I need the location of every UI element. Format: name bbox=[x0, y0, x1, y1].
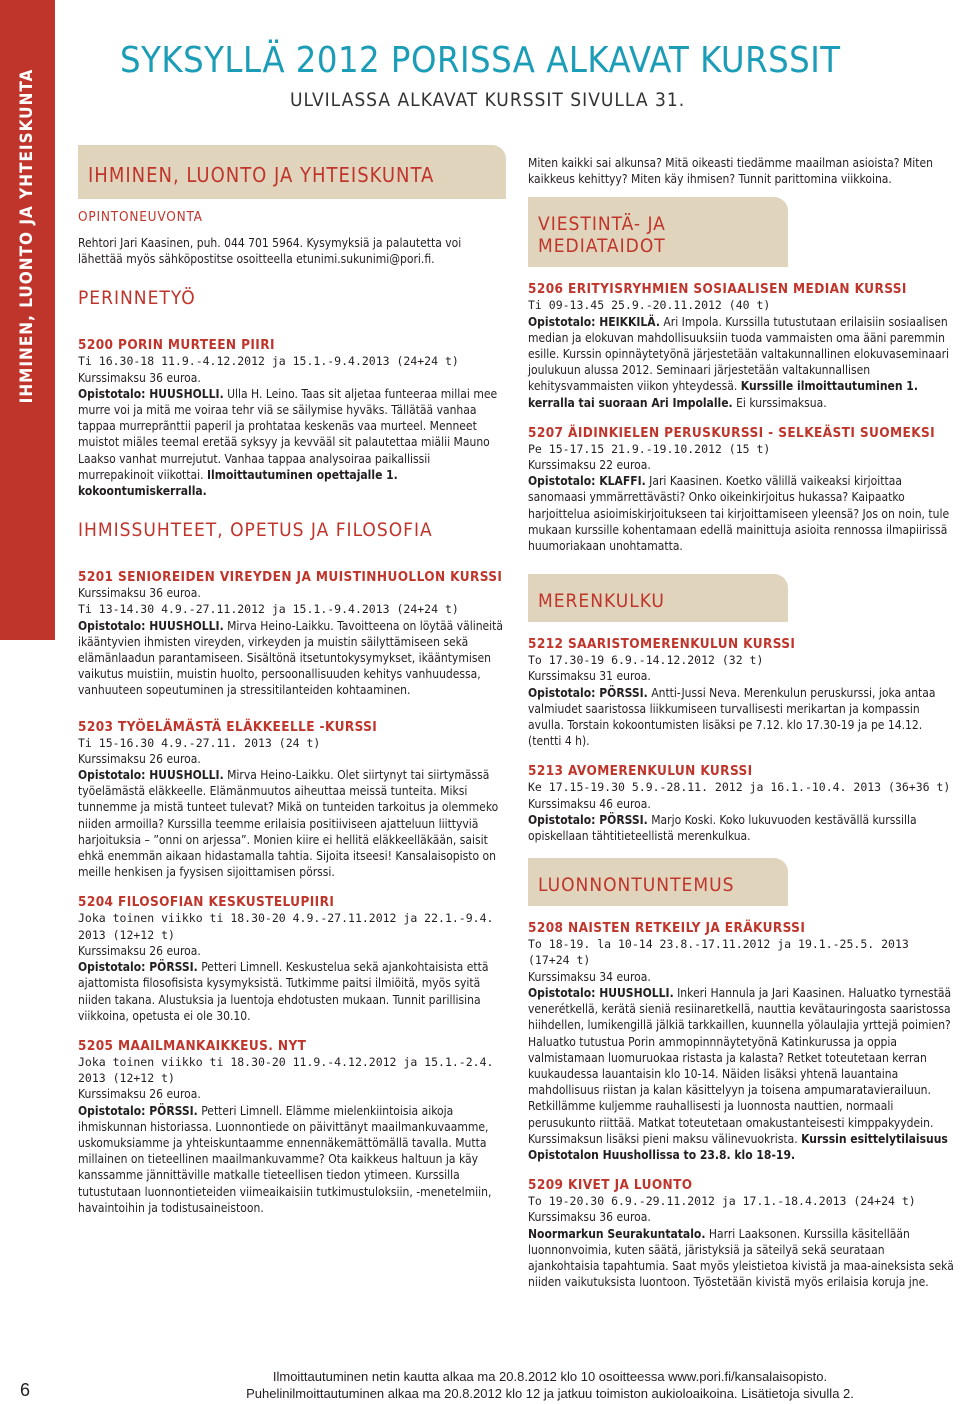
course-5206 bbox=[528, 281, 956, 410]
course-body: Petteri Limnell. Elämme mielenkiintoisia aikoja ihmiskunnan historiassa. Luonnontiede on päivittänyt maailmankuvaamme, uskomuksiamme ja yhteiskuntaamme ennennäkemättömällä tavalla. Mutta millainen on tieteellinen maailmankuvamme? Ota kaikkeus haltuun ja käy kanssamme jännittäville matkalle tieteellisen tiedon ytimeen. Kurssilla tutustutaan luonnontieteiden viimeaikaisiin tutkimustuloksiin, -menetelmiin, havaintoihin ja todistusaineistoon. bbox=[78, 1103, 492, 1215]
course-fee: Kurssimaksu 46 euroa. bbox=[528, 796, 651, 811]
course-place: Opistotalo: KLAFFI. bbox=[528, 474, 646, 489]
course-title: 5205 MAAILMANKAIKKEUS. NYT bbox=[78, 1037, 307, 1054]
footer-line-1: Ilmoittautuminen netin kautta alkaa ma 20.8.2012 klo 10 osoitteessa www.pori.fi/kansalaisopisto. bbox=[272, 1369, 828, 1384]
course-5203 bbox=[78, 719, 506, 881]
course-body: Harri Laaksonen. Kurssilla käsitellään luonnonvoimia, kuten säätä, järistyksiä ja säteilyä sekä seurataan ajankohtaisia tapahtumia. Saat myös yleistietoa kivistä ja maa-aineksista sekä niiden vaikutuksista luontoon. Työstetään kivistä myös erilaisia koruja jne. bbox=[528, 1226, 954, 1290]
course-title: 5208 NAISTEN RETKEILY JA ERÄKURSSI bbox=[528, 920, 806, 937]
course-fee: Kurssimaksu 34 euroa. bbox=[528, 969, 651, 984]
course-place: Noormarkun Seurakuntatalo. bbox=[528, 1226, 706, 1241]
course-place: Opistotalo: HUUSHOLLI. bbox=[78, 768, 224, 783]
course-place: Opistotalo: HUUSHOLLI. bbox=[78, 618, 224, 633]
course-place: Opistotalo: HEIKKILÄ. bbox=[528, 314, 660, 329]
course-title: 5213 AVOMERENKULUN KURSSI bbox=[528, 763, 753, 780]
course-5207 bbox=[528, 425, 956, 554]
course-fee: Kurssimaksu 26 euroa. bbox=[78, 943, 201, 958]
course-body: Antti-Jussi Neva. Merenkulun peruskurssi, joka antaa valmiudet saaristossa liikkumiseen turvallisesti merikartan ja kompassin avulla. Torstain kokoontumisten lisäksi pe 7.12. klo 17.30-19 ja pe 14.12. (tentti 4 h). bbox=[528, 685, 936, 749]
merenkulku-heading: MERENKULKU bbox=[528, 574, 788, 622]
page-number: 6 bbox=[20, 1380, 31, 1400]
course-time: Ti 15-16.30 4.9.-27.11. 2013 (24 t) bbox=[78, 735, 321, 750]
ihmissuhteet-heading: IHMISSUHTEET, OPETUS JA FILOSOFIA bbox=[78, 519, 433, 542]
page-subtitle: ULVILASSA ALKAVAT KURSSIT SIVULLA 31. bbox=[290, 89, 686, 111]
course-5208 bbox=[528, 920, 956, 1163]
sidebar bbox=[0, 0, 55, 1404]
course-signup: Ilmoittautuminen opettajalle 1. kokoontumiskerralla. bbox=[78, 467, 398, 499]
section-box-title: IHMINEN, LUONTO JA YHTEISKUNTA bbox=[78, 145, 506, 199]
course-time: Joka toinen viikko ti 18.30-20 4.9.-27.11.2012 ja 22.1.-9.4. 2013 (12+12 t) bbox=[78, 911, 494, 942]
course-body: Inkeri Hannula ja Jari Kaasinen. Haluatko tyrnestää venerétkellä, kerätä sieniä resiinaretkellä, nauttia kevätauringosta saaristossa hiihdellen, lumikengillä jälkiä tarkkaillen, kuunnella yölaulajia yrttejä poimien? Haluatko tutustua Porin ammopinnnäytetyönä Katinkurussa ja oppia valmistamaan luomuruokaa ristasta ja kalasta? Retket toteutetaan kerran kuukaudessa lauantaisin klo 10-14. Näiden lisäksi yhtenä lauantaina mahdollisuus riistan ja kalan käsittelyyn ja toisena ampumaratavierailuun. Retkillämme kuljemme rauhallisesti ja luonnosta nauttien, normaali perusukunto riittää. Matkat toteutetaan omakustanteisesti kimppakyydein. Kurssimaksun lisäksi pieni maksu välinevuokrista. bbox=[528, 985, 952, 1146]
luonnontuntemus-heading: LUONNONTUNTEMUS bbox=[528, 858, 788, 906]
left-column bbox=[78, 145, 506, 1216]
course-body: Mirva Heino-Laikku. Tavoitteena on löytää välineitä ikääntyvien ihmisten vireyden, virkeyden ja muistin säilyttämiseen sekä elämänlaadun parantamiseen. Sisältönä itsetuntokysymykset, ikääntymisen vaikutus muistiin, muistin huolto, persoonallisuuden kehitys vanhuudessa, vanhuuteen sopeutuminen ja stressitilanteiden kohtaaminen. bbox=[78, 618, 504, 698]
course-place: Opistotalo: PÖRSSI. bbox=[78, 1103, 198, 1118]
course-time: Ti 09-13.45 25.9.-20.11.2012 (40 t) bbox=[528, 298, 771, 313]
course-title: 5201 SENIOREIDEN VIREYDEN JA MUISTINHUOLLON KURSSI bbox=[78, 569, 503, 586]
course-fee: Kurssimaksu 36 euroa. bbox=[528, 1210, 651, 1225]
course-body: Mirva Heino-Laikku. Olet siirtynyt tai siirtymässä työelämästä eläkkeelle. Elämänmuutos aiheuttaa meissä tunteita. Miksi tunnemme ja mistä tunteet tulevat? Mikä on tunteiden tarkoitus ja olemmeko niiden armoilla? Kurssilla teemme erilaisia positiiviseen ajatteluun liittyviä harjoituksia – ”onni on arjessa”. Monien kiire ei hellitä eläkkeelläkään, saisit ehkä enemmän aikaan hidastamalla tahtia. Sijoita itseesi! Kansalaisopisto on meille henkisen ja fyysisen sijoittamisen pörssi. bbox=[78, 768, 499, 880]
course-5205 bbox=[78, 1038, 506, 1216]
course-place: Opistotalo: PÖRSSI. bbox=[78, 960, 198, 975]
course-place: Opistotalo: PÖRSSI. bbox=[528, 812, 648, 827]
course-fee: Kurssimaksu 22 euroa. bbox=[528, 458, 651, 473]
course-5204 bbox=[78, 894, 506, 1023]
course-5212 bbox=[528, 636, 956, 749]
course-signup: Kurssin esittelytilaisuus Opistotalon Huushollissa to 23.8. klo 18-19. bbox=[528, 1131, 948, 1162]
page-title: SYKSYLLÄ 2012 PORISSA ALKAVAT KURSSIT bbox=[120, 40, 841, 81]
opintoneuvonta-heading: OPINTONEUVONTA bbox=[78, 209, 203, 225]
course-5213 bbox=[528, 763, 956, 844]
right-column bbox=[528, 155, 956, 1290]
course-title: 5207 ÄIDINKIELEN PERUSKURSSI - SELKEÄSTI SUOMEKSI bbox=[528, 424, 936, 441]
viestinta-heading: VIESTINTÄ- JA MEDIATAIDOT bbox=[528, 197, 788, 267]
course-time: Ti 13-14.30 4.9.-27.11.2012 ja 15.1.-9.4.2013 (24+24 t) bbox=[78, 602, 459, 617]
perinnetyo-heading: PERINNETYÖ bbox=[78, 287, 196, 310]
course-title: 5204 FILOSOFIAN KESKUSTELUPIIRI bbox=[78, 894, 335, 911]
course-5201 bbox=[78, 569, 506, 698]
course-body: Petteri Limnell. Keskustelua sekä ajankohtaisista että ajattomista filosofisista kysymyksistä. Tutkimme paitsi ilmiöitä, myös syitä niiden takana. Alustuksia ja luentoja ehdotusten mukaan. Tunnit parillisina viikkoina, opetusta ei ole 30.10. bbox=[78, 960, 489, 1023]
course-time: Pe 15-17.15 21.9.-19.10.2012 (15 t) bbox=[528, 441, 771, 456]
course-fee: Kurssimaksu 31 euroa. bbox=[528, 669, 651, 684]
footer-line-2: Puhelinilmoittautuminen alkaa ma 20.8.2012 klo 12 ja jatkuu toimiston aukioloaikoina. Lisätietoja sivulla 2. bbox=[246, 1386, 854, 1401]
course-time: Joka toinen viikko ti 18.30-20 11.9.-4.12.2012 ja 15.1.-2.4. 2013 (12+12 t) bbox=[78, 1054, 494, 1086]
course-title: 5206 ERITYISRYHMIEN SOSIAALISEN MEDIAN KURSSI bbox=[528, 281, 907, 298]
course-body: Jari Kaasinen. Koetko välillä vaikeaksi kirjoittaa sanomaasi ymmärrettävästi? Onko oikeinkirjoitus hukassa? Kaipaatko harjoittelua asioimiskirjoitukseen tai kirjoittamiseen yleensä? Jos on noin, tule mukaan kurssille kohentamaan edellä mainittuja asioita rennossa ilmapiirissä huumoriakaan unohtamatta. bbox=[528, 474, 950, 554]
course-title: 5212 SAARISTOMERENKULUN KURSSI bbox=[528, 636, 796, 653]
course-fee: Kurssimaksu 26 euroa. bbox=[78, 751, 201, 766]
course-body: Ari Impola. Kurssilla tutustutaan erilaisiin sosiaalisen median ja elokuvan mahdollisuuksiin tuoda vammaisten oma ääni paremmin esille. Kurssin opinnäytetyönä järjestetään valtakunnallinen elokuvaseminaari joulukuun alussa 2012. Seminaari järjestetään valtakunnallisen kehitysvammaisten viikon yhteydessä. bbox=[528, 314, 950, 394]
course-title: 5203 TYÖELÄMÄSTÄ ELÄKKEELLE -KURSSI bbox=[78, 718, 378, 735]
course-title: 5200 PORIN MURTEEN PIIRI bbox=[78, 337, 275, 354]
course-body: Ulla H. Leino. Taas sit aljetaa funteeraa millai mee murre voi ja mitä me voiraa tehr viä se säilymise hyväks. Tällätää vanhaa tappaa murreprãnttii paperil ja prohtataa keskenäs vaa murteel. Menneet muistot miäles teemal eretää syksyy ja kevvääl sit palautettaa miälii Mauno Laakso vanhat murrejutut. Vanhaa tappaa analysoiraa paikallissii murrepakinoit viikottai. bbox=[78, 386, 498, 482]
course-fee: Kurssimaksu 36 euroa. bbox=[78, 586, 201, 601]
course-time: Ti 16.30-18 11.9.-4.12.2012 ja 15.1.-9.4.2013 (24+24 t) bbox=[78, 354, 459, 369]
footer bbox=[160, 1368, 940, 1402]
course-time: To 19-20.30 6.9.-29.11.2012 ja 17.1.-18.4.2013 (24+24 t) bbox=[528, 1194, 916, 1209]
opintoneuvonta-text: Rehtori Jari Kaasinen, puh. 044 701 5964. Kysymyksiä ja palautetta voi lähettää myös sähköpostitse osoitteella etunimi.sukunimi@pori.fi. bbox=[78, 236, 462, 267]
course-time: To 17.30-19 6.9.-14.12.2012 (32 t) bbox=[528, 653, 764, 668]
course-place: Opistotalo: HUUSHOLLI. bbox=[528, 985, 674, 1000]
course-time: To 18-19. la 10-14 23.8.-17.11.2012 ja 19.1.-25.5. 2013 (17+24 t) bbox=[528, 937, 909, 968]
course-5209 bbox=[528, 1177, 956, 1290]
course-body: Marjo Koski. Koko lukuvuoden kestävällä kurssilla opiskellaan tähtitieteellistä merenkulkua. bbox=[528, 812, 917, 844]
course-title: 5209 KIVET JA LUONTO bbox=[528, 1177, 693, 1194]
course-place: Opistotalo: HUUSHOLLI. bbox=[78, 386, 224, 401]
course-time: Ke 17.15-19.30 5.9.-28.11. 2012 ja 16.1.-10.4. 2013 (36+36 t) bbox=[528, 780, 951, 795]
course-fee: Kurssimaksu 26 euroa. bbox=[78, 1087, 201, 1102]
course-fee-note: Ei kurssimaksua. bbox=[736, 395, 827, 410]
course-signup: Kurssille ilmoittautuminen 1. kerralla tai suoraan Ari Impolalle. bbox=[528, 379, 918, 410]
sidebar-label: IHMINEN, LUONTO JA YHTEISKUNTA bbox=[17, 68, 37, 404]
course-fee: Kurssimaksu 36 euroa. bbox=[78, 370, 201, 385]
course-5200 bbox=[78, 337, 506, 499]
intro-text: Miten kaikki sai alkunsa? Mitä oikeasti tiedämme maailman asioista? Miten kaikkeus kehittyy? Miten käy ihmisen? Tunnit parittomina viikkoina. bbox=[528, 156, 933, 187]
course-place: Opistotalo: PÖRSSI. bbox=[528, 685, 648, 700]
